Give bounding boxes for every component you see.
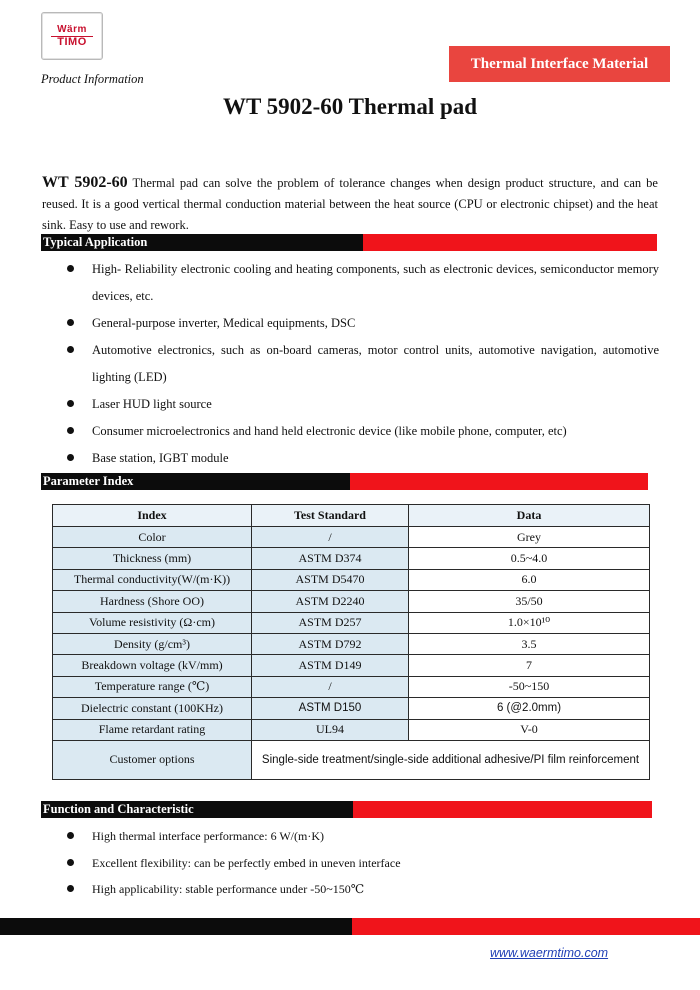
table-row bbox=[53, 612, 650, 633]
cell-index: Flame retardant rating bbox=[53, 719, 252, 740]
section-heading: Parameter Index bbox=[41, 473, 350, 490]
cell-customer-options: Single-side treatment/single-side additional adhesive/PI film reinforcement bbox=[252, 740, 650, 779]
list-item: Automotive electronics, such as on-board cameras, motor control units, automotive navigation, automotive lighting (LED) bbox=[67, 337, 659, 391]
section-bar-red bbox=[353, 801, 652, 818]
section-bar-red bbox=[350, 473, 648, 490]
page-title: WT 5902-60 Thermal pad bbox=[222, 94, 478, 119]
table-row-customer-options bbox=[53, 740, 650, 779]
section-heading: Function and Characteristic bbox=[41, 801, 353, 818]
cell-data: 35/50 bbox=[409, 591, 650, 612]
category-banner: Thermal Interface Material bbox=[449, 46, 670, 82]
column-header: Data bbox=[409, 505, 650, 527]
table-row bbox=[53, 591, 650, 612]
cell-standard: UL94 bbox=[252, 719, 409, 740]
list-item: General-purpose inverter, Medical equipments, DSC bbox=[67, 310, 659, 337]
list-item: High- Reliability electronic cooling and heating components, such as electronic devices, semiconductor memory devices, etc. bbox=[67, 256, 659, 310]
list-item: Consumer microelectronics and hand held electronic device (like mobile phone, computer, etc) bbox=[67, 418, 659, 445]
list-item: High thermal interface performance: 6 W/(m·K) bbox=[67, 823, 659, 850]
cell-index: Color bbox=[53, 527, 252, 548]
cell-data: 7 bbox=[409, 655, 650, 676]
table-row bbox=[53, 698, 650, 719]
list-item: High applicability: stable performance under -50~150℃ bbox=[67, 876, 659, 903]
cell-standard: ASTM D2240 bbox=[252, 591, 409, 612]
cell-index: Thermal conductivity(W/(m·K)) bbox=[53, 569, 252, 590]
cell-standard: ASTM D374 bbox=[252, 548, 409, 569]
cell-index: Breakdown voltage (kV/mm) bbox=[53, 655, 252, 676]
table-row bbox=[53, 548, 650, 569]
intro-product-name: WT 5902-60 bbox=[42, 174, 128, 191]
section-bar-function bbox=[41, 801, 652, 818]
cell-standard: ASTM D792 bbox=[252, 633, 409, 654]
section-heading: Typical Application bbox=[41, 234, 363, 251]
list-item: Excellent flexibility: can be perfectly embed in uneven interface bbox=[67, 850, 659, 877]
cell-index: Thickness (mm) bbox=[53, 548, 252, 569]
table-header-row bbox=[53, 505, 650, 527]
logo-text-bottom: TIMO bbox=[57, 36, 87, 48]
logo-text-top: Wärm bbox=[57, 24, 87, 35]
column-header: Test Standard bbox=[252, 505, 409, 527]
cell-index: Customer options bbox=[53, 740, 252, 779]
cell-data: -50~150 bbox=[409, 676, 650, 697]
intro-text: Thermal pad can solve the problem of tolerance changes when design product structure, and can be reused. It is a good vertical thermal conduction material between the heat source (CPU or electronic chipset) and the heat sink. Easy to use and rework. bbox=[42, 176, 658, 232]
cell-index: Density (g/cm³) bbox=[53, 633, 252, 654]
intro-paragraph bbox=[42, 172, 658, 236]
table-row bbox=[53, 569, 650, 590]
table-row bbox=[53, 676, 650, 697]
footer-bar-black bbox=[0, 918, 352, 935]
footer-bar bbox=[0, 918, 700, 935]
cell-data: Grey bbox=[409, 527, 650, 548]
website-link[interactable]: www.waermtimo.com bbox=[490, 946, 609, 960]
cell-data: 0.5~4.0 bbox=[409, 548, 650, 569]
cell-standard: ASTM D5470 bbox=[252, 569, 409, 590]
cell-standard: ASTM D150 bbox=[252, 698, 409, 719]
product-info-label: Product Information bbox=[41, 72, 144, 86]
footer-bar-red bbox=[352, 918, 700, 935]
cell-standard: ASTM D257 bbox=[252, 612, 409, 633]
cell-standard: ASTM D149 bbox=[252, 655, 409, 676]
section-bar-typical-application bbox=[41, 234, 657, 251]
cell-index: Hardness (Shore OO) bbox=[53, 591, 252, 612]
table-row bbox=[53, 527, 650, 548]
column-header: Index bbox=[53, 505, 252, 527]
company-logo bbox=[41, 12, 103, 60]
table-row bbox=[53, 655, 650, 676]
table-row bbox=[53, 633, 650, 654]
cell-data: 6 (@2.0mm) bbox=[409, 698, 650, 719]
table-row bbox=[53, 719, 650, 740]
parameter-table bbox=[52, 504, 650, 780]
cell-data: 1.0×10¹⁰ bbox=[409, 612, 650, 633]
cell-standard: / bbox=[252, 527, 409, 548]
cell-data: V-0 bbox=[409, 719, 650, 740]
list-item: Laser HUD light source bbox=[67, 391, 659, 418]
application-list bbox=[67, 256, 659, 472]
list-item: Base station, IGBT module bbox=[67, 445, 659, 472]
cell-data: 6.0 bbox=[409, 569, 650, 590]
cell-index: Volume resistivity (Ω·cm) bbox=[53, 612, 252, 633]
section-bar-parameter-index bbox=[41, 473, 648, 490]
function-list bbox=[67, 823, 659, 903]
cell-index: Temperature range (℃) bbox=[53, 676, 252, 697]
cell-data: 3.5 bbox=[409, 633, 650, 654]
cell-index: Dielectric constant (100KHz) bbox=[53, 698, 252, 719]
cell-standard: / bbox=[252, 676, 409, 697]
section-bar-red bbox=[363, 234, 657, 251]
